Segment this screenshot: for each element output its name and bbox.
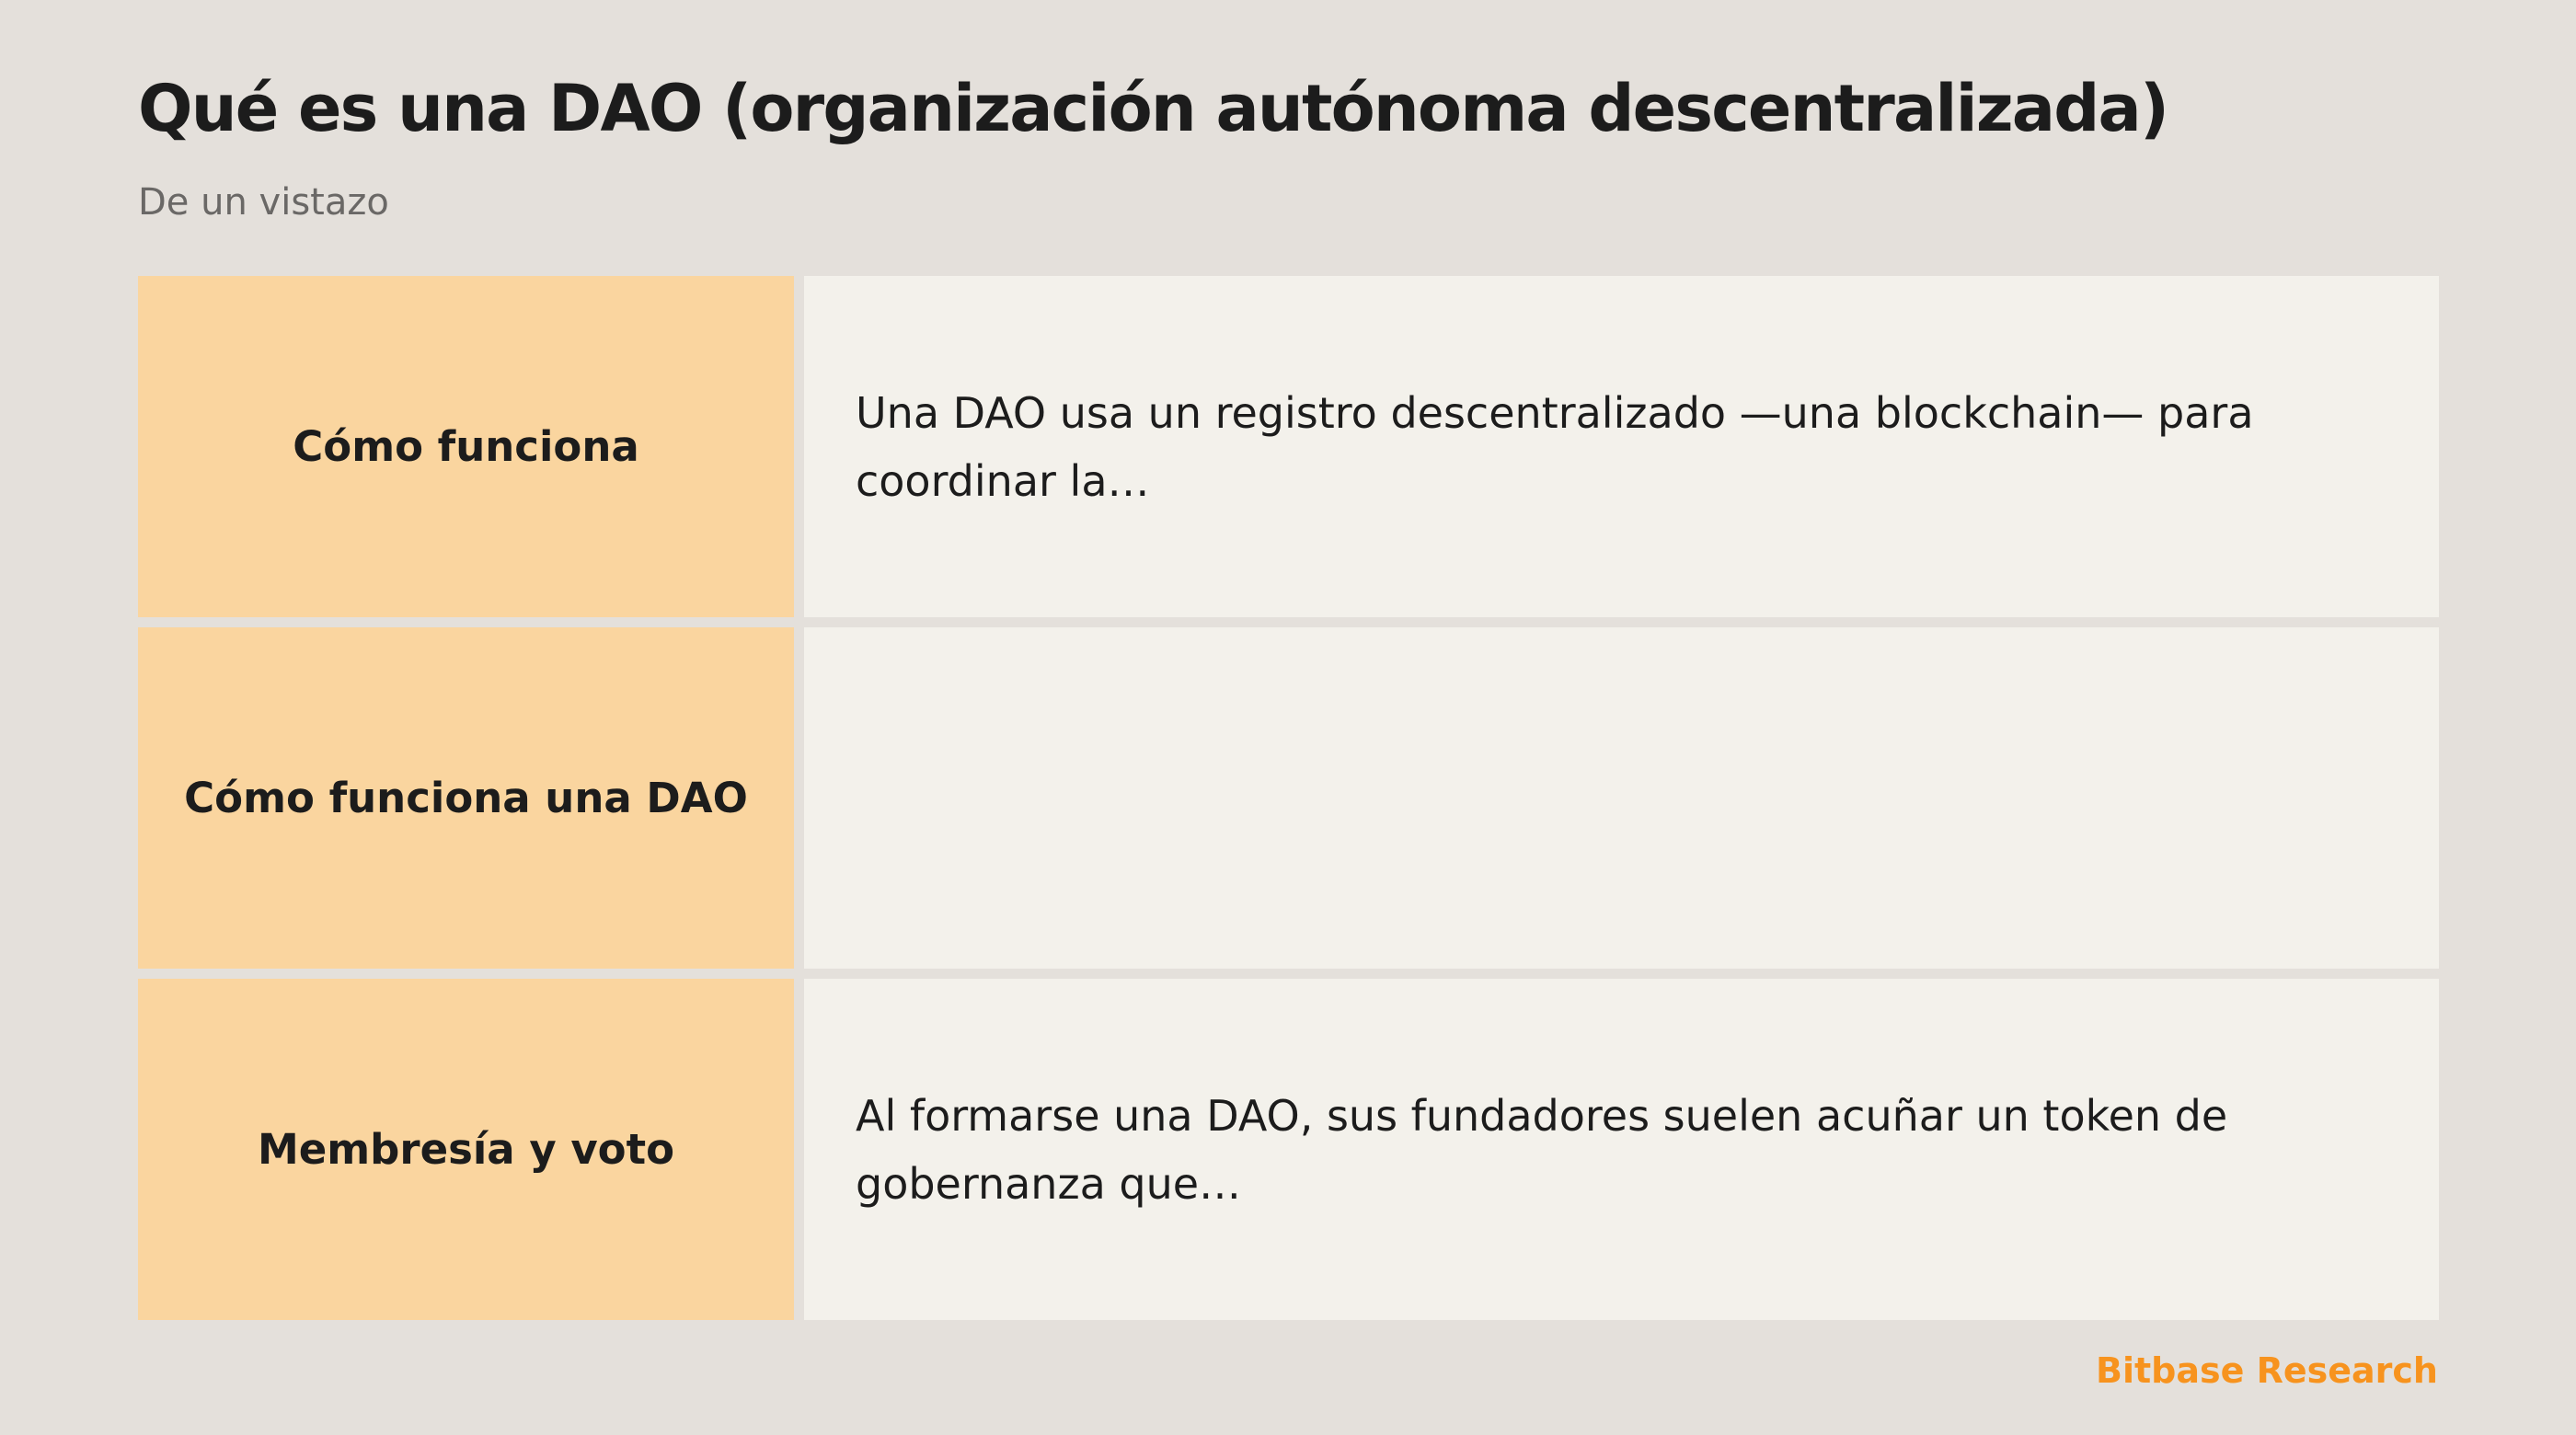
summary-table — [138, 276, 2439, 1320]
row-label: Membresía y voto — [257, 1124, 675, 1174]
row-label-cell — [138, 276, 794, 617]
table-row — [138, 627, 2439, 969]
table-row — [138, 979, 2439, 1320]
row-content-cell — [804, 979, 2439, 1320]
row-text: Una DAO usa un registro descentralizado —una blockchain— para coordinar la… — [856, 387, 2254, 506]
row-label-cell — [138, 979, 794, 1320]
page-title: Qué es una DAO (organización autónoma descentralizada) — [138, 71, 2168, 146]
row-content-cell — [804, 627, 2439, 969]
row-label-cell — [138, 627, 794, 969]
page-subtitle: De un vistazo — [138, 181, 389, 224]
table-row — [138, 276, 2439, 617]
row-content-cell — [804, 276, 2439, 617]
row-label: Cómo funciona — [293, 421, 639, 471]
row-label: Cómo funciona una DAO — [184, 773, 748, 822]
brand-footer: Bitbase Research — [2095, 1350, 2438, 1391]
row-text: Al formarse una DAO, sus fundadores suelen acuñar un token de gobernanza que… — [856, 1090, 2228, 1209]
